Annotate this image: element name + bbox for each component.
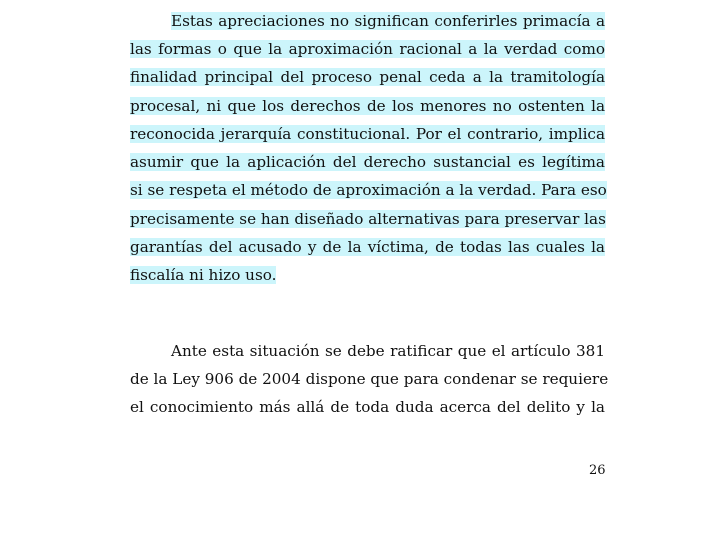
paragraph-line: procesal, ni que los derechos de los menores no ostenten la — [130, 97, 605, 115]
page-number: 26 — [589, 463, 606, 478]
paragraph-line: si se respeta el método de aproximación a la verdad. Para eso — [130, 181, 607, 199]
paragraph-line: de la Ley 906 de 2004 dispone que para condenar se requiere — [130, 370, 609, 388]
paragraph-line: asumir que la aplicación del derecho sustancial es legítima — [130, 153, 605, 171]
paragraph-line: reconocida jerarquía constitucional. Por el contrario, implica — [130, 125, 605, 143]
paragraph-line: las formas o que la aproximación racional a la verdad como — [130, 40, 605, 58]
paragraph-line: Estas apreciaciones no significan conferirles primacía a — [171, 12, 605, 30]
paragraph-line: Ante esta situación se debe ratificar que el artículo 381 — [171, 342, 605, 360]
paragraph-line: garantías del acusado y de la víctima, de todas las cuales la — [130, 238, 605, 256]
paragraph-line: precisamente se han diseñado alternativas para preservar las — [130, 210, 606, 228]
paragraph-line: finalidad principal del proceso penal ceda a la tramitología — [130, 68, 605, 86]
paragraph-line: el conocimiento más allá de toda duda acerca del delito y la — [130, 398, 605, 416]
paragraph-line: fiscalía ni hizo uso. — [130, 266, 277, 284]
